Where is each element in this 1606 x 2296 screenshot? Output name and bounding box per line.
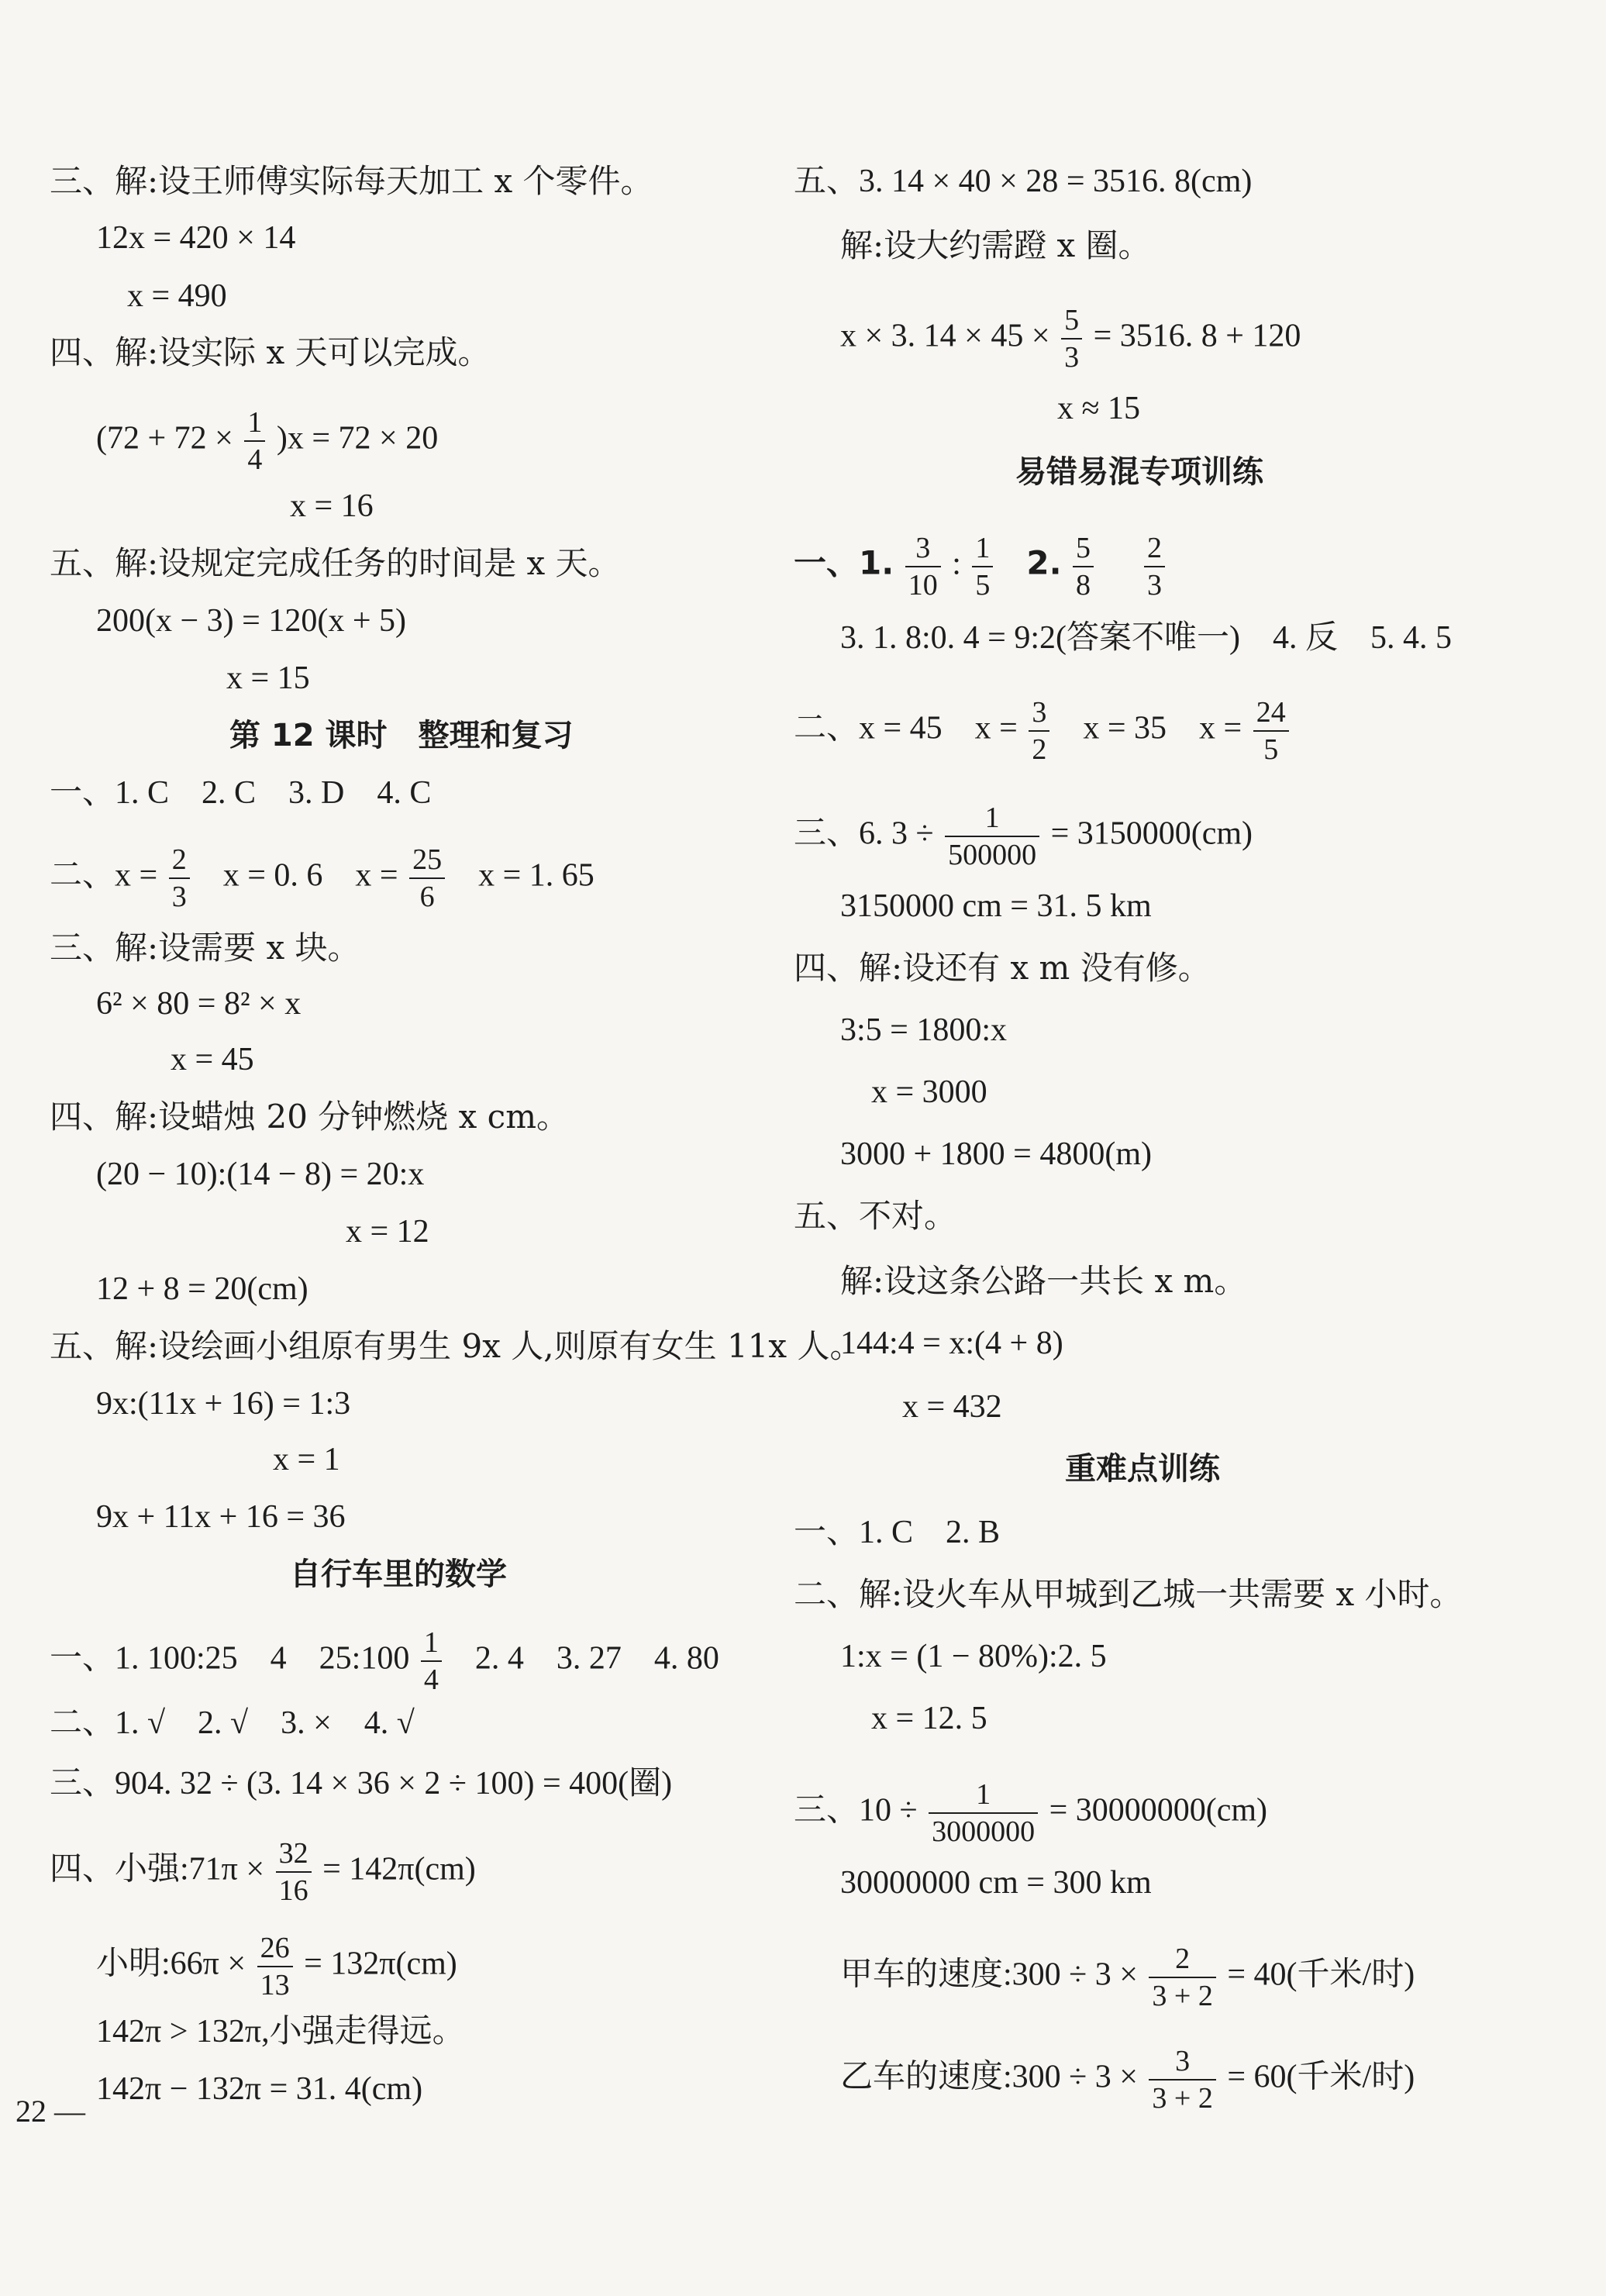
fraction-denominator: 3 + 2 — [1152, 2082, 1213, 2115]
fraction — [1061, 305, 1082, 372]
fraction-denominator: 13 — [260, 1969, 290, 2001]
lesson-12-part-4-title: 四、解:设蜡烛 20 分钟燃烧 x cm。 — [50, 1098, 570, 1136]
problem-5-equation-2: x = 15 — [226, 660, 310, 696]
fraction — [169, 845, 190, 912]
lesson-12-part-5-equation-1: 9x:(11x + 16) = 1:3 — [96, 1386, 351, 1422]
fraction — [929, 1780, 1038, 1846]
lesson-12-part-1: 一、1. C 2. C 3. D 4. C — [50, 775, 432, 811]
fraction — [257, 1933, 293, 2000]
key-part-3-car-b-speed — [840, 2045, 1415, 2115]
section-heading-bicycle-math: 自行车里的数学 — [290, 1557, 507, 1592]
lesson-12-part-3-equation-2: x = 45 — [171, 1042, 254, 1077]
error-part-3-line-1 — [794, 802, 1253, 871]
section-heading-lesson-12: 第 12 课时 整理和复习 — [229, 718, 574, 753]
section-heading-key-difficult: 重难点训练 — [1065, 1451, 1220, 1487]
problem-4-equation-1-tail: )x = 72 × 20 — [276, 420, 439, 457]
key-part-3-head: 三、10 ÷ — [794, 1792, 918, 1829]
lesson-12-part-4-equation-1: (20 − 10):(14 − 8) = 20:x — [96, 1157, 425, 1192]
fraction-denominator: 2 — [1032, 733, 1047, 766]
fraction — [945, 803, 1039, 870]
fraction-numerator: 1 — [945, 803, 1039, 837]
fraction-denominator: 10 — [908, 569, 938, 602]
bicycle-part-4-head: 四、小强:71π × — [50, 1851, 265, 1887]
car-a-speed-result: = 40(千米/时) — [1227, 1956, 1415, 1993]
error-part-1-item-2: 2. — [1026, 543, 1062, 582]
problem-5-line-1: 五、3. 14 × 40 × 28 = 3516. 8(cm) — [794, 164, 1253, 199]
fraction-denominator: 16 — [278, 1874, 308, 1907]
fraction-numerator: 26 — [257, 1933, 293, 1967]
bicycle-part-4-result: = 142π(cm) — [322, 1851, 476, 1887]
lesson-12-part-2-head: 二、x = — [50, 857, 158, 894]
fraction-denominator: 4 — [423, 1663, 439, 1696]
car-b-speed-result: = 60(千米/时) — [1227, 2059, 1415, 2095]
fraction — [409, 845, 445, 912]
fraction-numerator: 25 — [409, 845, 445, 879]
fraction-numerator: 5 — [1073, 533, 1094, 567]
problem-3-title: 三、解:设王师傅实际每天加工 x 个零件。 — [50, 162, 653, 200]
fraction-numerator: 24 — [1253, 698, 1289, 732]
bicycle-part-4-xiaoming-result: = 132π(cm) — [304, 1946, 457, 1982]
fraction-numerator: 3 — [905, 533, 941, 567]
error-part-5-equation-1: 144:4 = x:(4 + 8) — [840, 1326, 1063, 1361]
fraction — [421, 1628, 442, 1694]
bicycle-part-4-comparison: 142π > 132π,小强走得远。 — [96, 2014, 465, 2050]
lesson-12-part-2-tail: x = 1. 65 — [478, 857, 594, 894]
bicycle-part-4-difference: 142π − 132π = 31. 4(cm) — [96, 2071, 423, 2107]
error-part-4-title: 四、解:设还有 x m 没有修。 — [794, 949, 1211, 987]
bicycle-part-4-xiaoming-head: 小明:66π × — [96, 1946, 246, 1982]
fraction-denominator: 5 — [1263, 733, 1279, 766]
bicycle-part-1 — [50, 1626, 719, 1696]
problem-3-equation-2: x = 490 — [127, 278, 227, 314]
problem-4-equation-1-head: (72 + 72 × — [96, 420, 233, 457]
key-part-3-result: = 30000000(cm) — [1049, 1792, 1268, 1829]
fraction-denominator: 5 — [975, 569, 991, 602]
error-part-4-equation-2: x = 3000 — [871, 1074, 987, 1110]
fraction-denominator: 4 — [247, 443, 263, 476]
error-part-1-line-1 — [794, 532, 1168, 602]
lesson-12-part-3-equation-1: 6² × 80 = 8² × x — [96, 986, 302, 1022]
error-part-4-equation-3: 3000 + 1800 = 4800(m) — [840, 1136, 1153, 1172]
fraction-numerator: 1 — [421, 1628, 442, 1662]
lesson-12-part-5-equation-3: 9x + 11x + 16 = 36 — [96, 1499, 346, 1535]
fraction-numerator: 1 — [929, 1780, 1038, 1814]
bicycle-part-1-head: 一、1. 100:25 4 25:100 — [50, 1640, 410, 1677]
fraction-denominator: 3000000 — [932, 1815, 1036, 1848]
fraction-numerator: 5 — [1061, 305, 1082, 340]
fraction-numerator: 32 — [276, 1839, 312, 1873]
fraction-numerator: 1 — [972, 533, 993, 567]
fraction — [1149, 1944, 1215, 2011]
car-a-speed-head: 甲车的速度:300 ÷ 3 × — [840, 1956, 1138, 1993]
right-column — [775, 0, 1535, 2296]
problem-5-line-3 — [840, 304, 1301, 374]
lesson-12-part-2-middle: x = 0. 6 x = — [222, 857, 398, 894]
fraction-numerator: 1 — [244, 408, 265, 442]
key-part-3-line-2: 30000000 cm = 300 km — [840, 1865, 1152, 1901]
error-part-3-result: = 3150000(cm) — [1050, 815, 1253, 852]
problem-5-equation-1: 200(x − 3) = 120(x + 5) — [96, 603, 407, 639]
fraction-numerator: 2 — [1144, 533, 1165, 567]
fraction — [1144, 533, 1165, 600]
key-part-3-car-a-speed — [840, 1943, 1415, 2012]
error-part-1-head: 一、1. — [794, 543, 894, 582]
fraction-denominator: 3 + 2 — [1152, 1980, 1213, 2012]
section-heading-error-training: 易错易混专项训练 — [1015, 454, 1263, 490]
fraction-denominator: 8 — [1076, 569, 1091, 602]
error-part-5-line-1: 解:设这条公路一共长 x m。 — [840, 1262, 1247, 1300]
lesson-12-part-5-title: 五、解:设绘画小组原有男生 9x 人,则原有女生 11x 人。 — [50, 1327, 863, 1365]
fraction-numerator: 2 — [1149, 1944, 1215, 1978]
fraction-numerator: 2 — [169, 845, 190, 879]
lesson-12-part-3-title: 三、解:设需要 x 块。 — [50, 929, 360, 967]
key-part-1: 一、1. C 2. B — [794, 1515, 1001, 1550]
fraction — [1253, 698, 1289, 764]
problem-4-title: 四、解:设实际 x 天可以完成。 — [50, 333, 491, 371]
problem-5-line-3-tail: = 3516. 8 + 120 — [1093, 318, 1301, 354]
problem-3-equation-1: 12x = 420 × 14 — [96, 220, 296, 256]
lesson-12-part-2 — [50, 843, 594, 913]
fraction-denominator: 500000 — [948, 839, 1037, 871]
bicycle-part-3: 三、904. 32 ÷ (3. 14 × 36 × 2 ÷ 100) = 400(圈) — [50, 1766, 673, 1801]
fraction — [972, 533, 993, 600]
fraction-denominator: 3 — [1064, 341, 1080, 374]
fraction — [905, 533, 941, 600]
error-part-3-head: 三、6. 3 ÷ — [794, 815, 934, 852]
bicycle-part-1-tail: 2. 4 3. 27 4. 80 — [474, 1640, 719, 1677]
fraction — [1073, 533, 1094, 600]
fraction — [244, 408, 265, 474]
lesson-12-part-4-equation-3: 12 + 8 = 20(cm) — [96, 1271, 308, 1307]
lesson-12-part-5-equation-2: x = 1 — [273, 1442, 340, 1477]
bicycle-part-2: 二、1. √ 2. √ 3. × 4. √ — [50, 1705, 415, 1741]
problem-5-line-2: 解:设大约需蹬 x 圈。 — [840, 226, 1151, 264]
lesson-12-part-4-equation-2: x = 12 — [346, 1214, 429, 1250]
fraction-numerator: 3 — [1149, 2046, 1215, 2081]
car-b-speed-head: 乙车的速度:300 ÷ 3 × — [840, 2059, 1138, 2095]
problem-5-line-4: x ≈ 15 — [1057, 391, 1141, 426]
problem-5-line-3-head: x × 3. 14 × 45 × — [840, 318, 1050, 354]
fraction — [276, 1839, 312, 1905]
fraction-denominator: 3 — [1147, 569, 1163, 602]
error-part-5-title: 五、不对。 — [794, 1197, 957, 1235]
error-part-5-equation-2: x = 432 — [902, 1389, 1002, 1425]
key-part-3-line-1 — [794, 1778, 1268, 1848]
error-part-2-head: 二、x = 45 x = — [794, 710, 1018, 746]
error-part-4-equation-1: 3:5 = 1800:x — [840, 1012, 1008, 1048]
key-part-2-title: 二、解:设火车从甲城到乙城一共需要 x 小时。 — [794, 1575, 1463, 1613]
fraction-denominator: 3 — [171, 881, 187, 913]
error-part-2 — [794, 696, 1292, 766]
fraction-numerator: 3 — [1029, 698, 1049, 732]
problem-4-equation-2: x = 16 — [290, 488, 374, 524]
page-number: 22 — — [16, 2094, 85, 2129]
problem-4-equation-1 — [96, 406, 439, 476]
fraction-denominator: 6 — [419, 881, 435, 913]
error-part-1-line-2: 3. 1. 8:0. 4 = 9:2(答案不唯一) 4. 反 5. 4. 5 — [840, 620, 1452, 656]
ratio-colon: : — [952, 546, 961, 582]
bicycle-part-4-xiaoqiang — [50, 1837, 476, 1907]
key-part-2-equation-1: 1:x = (1 − 80%):2. 5 — [840, 1639, 1107, 1674]
bicycle-part-4-xiaoming — [96, 1932, 457, 2001]
key-part-2-equation-2: x = 12. 5 — [871, 1701, 987, 1736]
fraction — [1149, 2046, 1215, 2113]
fraction — [1029, 698, 1049, 764]
error-part-2-middle: x = 35 x = — [1083, 710, 1242, 746]
problem-5-title: 五、解:设规定完成任务的时间是 x 天。 — [50, 544, 621, 582]
error-part-3-line-2: 3150000 cm = 31. 5 km — [840, 888, 1152, 924]
